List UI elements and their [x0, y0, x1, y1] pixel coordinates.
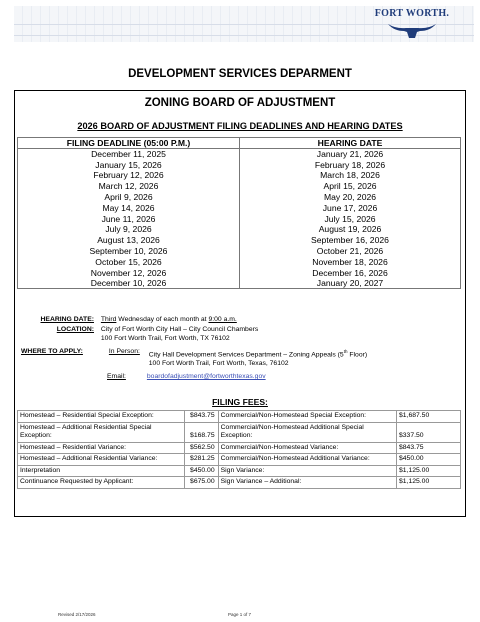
- fee-amount: $337.50: [397, 422, 461, 442]
- in-person-line2: 100 Fort Worth Trail, Fort Worth, Texas, 76102: [148, 360, 289, 368]
- fee-description: Commercial/Non-Homestead Additional Variance:: [218, 454, 396, 466]
- filing-deadline-cell: July 9, 2026: [18, 224, 240, 235]
- fee-row: [18, 454, 461, 466]
- fee-row: [18, 465, 461, 477]
- hearing-date-cell: January 20, 2027: [240, 278, 461, 289]
- filing-deadline-cell: May 14, 2026: [18, 202, 240, 213]
- filing-deadline-cell: June 11, 2026: [18, 213, 240, 224]
- hearing-date-cell: July 15, 2026: [240, 213, 461, 224]
- fee-row: [18, 411, 461, 423]
- filing-deadline-cell: October 15, 2026: [18, 256, 240, 267]
- hearing-date-block: [21, 315, 237, 324]
- hearing-date-cell: November 18, 2026: [240, 256, 461, 267]
- schedule-row: [18, 149, 461, 160]
- fee-row: [18, 442, 461, 454]
- board-title: ZONING BOARD OF ADJUSTMENT: [144, 97, 336, 109]
- fee-description: Commercial/Non-Homestead Variance:: [218, 442, 396, 454]
- fee-amount: $562.50: [184, 442, 218, 454]
- email-block: [107, 372, 266, 381]
- hearing-date-cell: October 21, 2026: [240, 246, 461, 257]
- hearing-date-label: HEARING DATE:: [40, 316, 94, 323]
- filing-deadline-cell: January 15, 2026: [18, 159, 240, 170]
- hearing-time: 9:00 a.m.: [208, 316, 237, 323]
- filing-deadline-header: FILING DEADLINE (05:00 P.M.): [18, 138, 240, 149]
- filing-deadline-cell: April 9, 2026: [18, 192, 240, 203]
- fee-amount: $450.00: [397, 454, 461, 466]
- page-number: Page 1 of 7: [228, 612, 252, 617]
- hearing-date-cell: December 16, 2026: [240, 267, 461, 278]
- in-person-address: [149, 347, 367, 368]
- location-text: [101, 325, 258, 343]
- hearing-text: Wednesday of each month at: [116, 316, 209, 323]
- filing-deadline-cell: September 10, 2026: [18, 246, 240, 257]
- fee-description: Commercial/Non-Homestead Special Exception:: [218, 411, 396, 423]
- schedule-header-row: [18, 138, 461, 149]
- department-title: DEVELOPMENT SERVICES DEPARMENT: [128, 68, 352, 80]
- hearing-date-text: [101, 316, 237, 323]
- location-line1: City of Fort Worth City Hall – City Council Chambers: [100, 326, 259, 333]
- fee-amount: $168.75: [184, 422, 218, 442]
- fee-description: Homestead – Residential Variance:: [18, 442, 185, 454]
- fee-description: Interpretation: [18, 465, 185, 477]
- fee-amount: $675.00: [184, 477, 218, 489]
- schedule-body: [18, 149, 461, 289]
- filing-fees-table: [17, 410, 461, 489]
- filing-fees-title: FILING FEES:: [212, 397, 268, 407]
- fee-description: Homestead – Residential Special Exception:: [18, 411, 185, 423]
- filing-deadline-cell: February 12, 2026: [18, 170, 240, 181]
- hearing-date-cell: September 16, 2026: [240, 235, 461, 246]
- where-to-apply-label: WHERE TO APPLY:: [21, 348, 83, 355]
- hearing-date-cell: February 18, 2026: [240, 159, 461, 170]
- hearing-date-header: HEARING DATE: [240, 138, 461, 149]
- fort-worth-logo: [366, 8, 458, 42]
- fee-description: Commercial/Non-Homestead Additional Special Exception:: [218, 422, 396, 442]
- schedule-row: [18, 256, 461, 267]
- schedule-row: [18, 278, 461, 289]
- filing-deadline-cell: August 13, 2026: [18, 235, 240, 246]
- email-label: Email:: [107, 373, 126, 380]
- fee-row: [18, 422, 461, 442]
- hearing-date-cell: August 19, 2026: [240, 224, 461, 235]
- logo-text: FORT WORTH.: [374, 8, 450, 19]
- filing-deadline-cell: December 10, 2026: [18, 278, 240, 289]
- fee-description: Continuance Requested by Applicant:: [18, 477, 185, 489]
- fee-description: Sign Variance – Additional:: [218, 477, 396, 489]
- fee-amount: $450.00: [184, 465, 218, 477]
- header-banner: [14, 6, 474, 42]
- schedule-row: [18, 159, 461, 170]
- filing-deadline-cell: December 11, 2025: [18, 149, 240, 160]
- schedule-row: [18, 246, 461, 257]
- schedule-row: [18, 235, 461, 246]
- fee-amount: $1,125.00: [397, 465, 461, 477]
- fee-amount: $1,125.00: [397, 477, 461, 489]
- schedule-row: [18, 192, 461, 203]
- schedule-subtitle: 2026 BOARD OF ADJUSTMENT FILING DEADLINES AND HEARING DATES: [77, 121, 403, 131]
- fees-body: [18, 411, 461, 489]
- filing-deadline-cell: November 12, 2026: [18, 267, 240, 278]
- schedule-row: [18, 224, 461, 235]
- fee-description: Sign Variance:: [218, 465, 396, 477]
- location-block: [21, 325, 258, 343]
- hearing-ordinal: Third: [100, 316, 117, 323]
- filing-deadline-cell: March 12, 2026: [18, 181, 240, 192]
- schedule-row: [18, 267, 461, 278]
- longhorn-icon: [386, 20, 438, 40]
- schedule-row: [18, 202, 461, 213]
- main-frame: [14, 90, 466, 517]
- where-to-apply-block: [21, 347, 367, 368]
- fee-description: Homestead – Additional Residential Special Exception:: [18, 422, 185, 442]
- location-line2: 100 Fort Worth Trail, Fort Worth, TX 76102: [100, 335, 230, 342]
- fee-amount: $1,687.50: [397, 411, 461, 423]
- schedule-row: [18, 181, 461, 192]
- fee-amount: $843.75: [184, 411, 218, 423]
- fee-amount: $281.25: [184, 454, 218, 466]
- hearing-date-cell: June 17, 2026: [240, 202, 461, 213]
- location-label: LOCATION:: [56, 326, 94, 333]
- in-person-label: In Person:: [108, 348, 140, 355]
- fee-description: Homestead – Additional Residential Variance:: [18, 454, 185, 466]
- fee-amount: $843.75: [397, 442, 461, 454]
- revised-date: Revised 2/17/2026: [58, 612, 96, 617]
- fee-row: [18, 477, 461, 489]
- email-link[interactable]: boardofadjustment@fortworthtexas.gov: [146, 373, 266, 380]
- in-person-line1: City Hall Development Services Department – Zoning Appeals (5th Floor): [148, 349, 368, 359]
- hearing-date-cell: March 18, 2026: [240, 170, 461, 181]
- schedule-row: [18, 170, 461, 181]
- hearing-date-cell: May 20, 2026: [240, 192, 461, 203]
- schedule-table: [17, 137, 461, 289]
- hearing-date-cell: January 21, 2026: [240, 149, 461, 160]
- hearing-date-cell: April 15, 2026: [240, 181, 461, 192]
- schedule-row: [18, 213, 461, 224]
